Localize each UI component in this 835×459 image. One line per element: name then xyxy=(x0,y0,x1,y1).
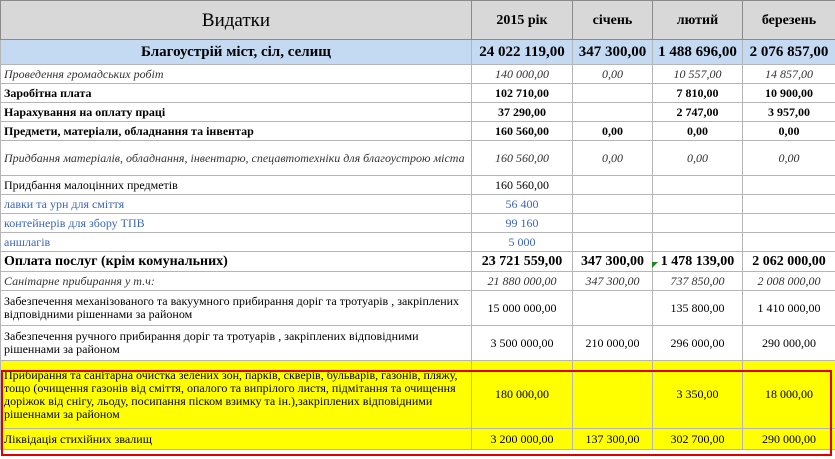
cell-feb[interactable]: 302 700,00 xyxy=(653,429,743,450)
cell-year[interactable]: 160 560,00 xyxy=(472,122,573,141)
cell-feb[interactable]: 135 800,00 xyxy=(653,291,743,326)
cell-feb[interactable] xyxy=(653,176,743,195)
cell-jan[interactable] xyxy=(573,84,653,103)
cell-feb[interactable]: 7 810,00 xyxy=(653,84,743,103)
row-label[interactable]: контейнерів для збору ТПВ xyxy=(1,214,472,233)
cell-feb[interactable]: 2 747,00 xyxy=(653,103,743,122)
cell-jan[interactable]: 347 300,00 xyxy=(573,40,653,65)
table-row xyxy=(1,84,835,103)
cell-year[interactable]: 180 000,00 xyxy=(472,361,573,429)
header-jan[interactable]: січень xyxy=(573,1,653,40)
cell-feb[interactable] xyxy=(653,195,743,214)
cell-mar[interactable] xyxy=(743,195,835,214)
header-row xyxy=(1,1,835,40)
table-row xyxy=(1,233,835,252)
row-label[interactable]: Прибирання та санітарна очистка зелених зон, парків, скверів, бульварів, газонів, пляжу, тощо (очищення газонів від сміття, опалого та випрілого листя, підмітання та очищення доріжок від снігу, льоду, посипання піском взимку та ін.),закріплених відповідними рішеннами за районом xyxy=(1,361,472,429)
header-mar[interactable]: березень xyxy=(743,1,835,40)
cell-mar[interactable]: 18 000,00 xyxy=(743,361,835,429)
cell-jan[interactable] xyxy=(573,214,653,233)
cell-mar[interactable] xyxy=(743,176,835,195)
cell-jan[interactable]: 0,00 xyxy=(573,122,653,141)
cell-jan[interactable]: 137 300,00 xyxy=(573,429,653,450)
row-label[interactable]: Проведення громадських робіт xyxy=(1,65,472,84)
row-label[interactable]: Забезпечення механізованого та вакуумного прибирання доріг та тротуарів , закріплених відповідними рішеннами за районом xyxy=(1,291,472,326)
cell-mar[interactable]: 290 000,00 xyxy=(743,429,835,450)
cell-mar[interactable]: 2 062 000,00 xyxy=(743,252,835,272)
row-label[interactable]: Ліквідація стихійних звалищ xyxy=(1,429,472,450)
cell-mar[interactable]: 290 000,00 xyxy=(743,326,835,361)
header-year[interactable]: 2015 рік xyxy=(472,1,573,40)
header-feb[interactable]: лютий xyxy=(653,1,743,40)
cell-mar[interactable]: 2 008 000,00 xyxy=(743,272,835,291)
cell-year[interactable]: 24 022 119,00 xyxy=(472,40,573,65)
row-label[interactable]: Забезпечення ручного прибирання доріг та тротуарів , закріплених відповідними рішеннами за районом xyxy=(1,326,472,361)
header-label[interactable]: Видатки xyxy=(1,1,472,40)
cell-jan[interactable] xyxy=(573,291,653,326)
cell-year[interactable]: 15 000 000,00 xyxy=(472,291,573,326)
row-label[interactable]: Санітарне прибирання у т.ч: xyxy=(1,272,472,291)
cell-feb[interactable]: 0,00 xyxy=(653,122,743,141)
table-row xyxy=(1,326,835,361)
cell-comment-marker xyxy=(652,262,658,268)
cell-feb[interactable]: 1 478 139,00 xyxy=(653,252,743,272)
cell-feb[interactable]: 296 000,00 xyxy=(653,326,743,361)
cell-jan[interactable]: 0,00 xyxy=(573,141,653,176)
cell-jan[interactable] xyxy=(573,361,653,429)
cell-jan[interactable]: 347 300,00 xyxy=(573,272,653,291)
cell-year[interactable]: 102 710,00 xyxy=(472,84,573,103)
cell-year[interactable]: 3 500 000,00 xyxy=(472,326,573,361)
cell-year[interactable]: 37 290,00 xyxy=(472,103,573,122)
row-label[interactable]: Придбання малоцінних предметів xyxy=(1,176,472,195)
cell-jan[interactable] xyxy=(573,176,653,195)
cell-feb[interactable]: 737 850,00 xyxy=(653,272,743,291)
cell-jan[interactable] xyxy=(573,195,653,214)
cell-mar[interactable]: 2 076 857,00 xyxy=(743,40,835,65)
cell-feb[interactable] xyxy=(653,214,743,233)
cell-mar[interactable] xyxy=(743,233,835,252)
cell-jan[interactable]: 0,00 xyxy=(573,65,653,84)
row-label[interactable]: лавки та урн для сміття xyxy=(1,195,472,214)
table-row xyxy=(1,195,835,214)
cell-jan[interactable] xyxy=(573,103,653,122)
cell-year[interactable]: 21 880 000,00 xyxy=(472,272,573,291)
table-row xyxy=(1,141,835,176)
table-row xyxy=(1,429,835,450)
table-row xyxy=(1,40,835,65)
table-row xyxy=(1,252,835,272)
cell-year[interactable]: 140 000,00 xyxy=(472,65,573,84)
cell-year[interactable]: 160 560,00 xyxy=(472,176,573,195)
cell-year[interactable]: 99 160 xyxy=(472,214,573,233)
row-label[interactable]: Заробітна плата xyxy=(1,84,472,103)
table-row xyxy=(1,214,835,233)
table-row xyxy=(1,291,835,326)
table-row xyxy=(1,103,835,122)
cell-year[interactable]: 56 400 xyxy=(472,195,573,214)
cell-feb[interactable] xyxy=(653,233,743,252)
cell-feb[interactable]: 0,00 xyxy=(653,141,743,176)
table-row xyxy=(1,65,835,84)
cell-mar[interactable]: 0,00 xyxy=(743,122,835,141)
cell-jan[interactable]: 347 300,00 xyxy=(573,252,653,272)
cell-feb[interactable]: 1 488 696,00 xyxy=(653,40,743,65)
table-row xyxy=(1,361,835,429)
cell-feb[interactable]: 3 350,00 xyxy=(653,361,743,429)
row-label[interactable]: аншлагів xyxy=(1,233,472,252)
table-row xyxy=(1,272,835,291)
row-label[interactable]: Благоустрій міст, сіл, селищ xyxy=(1,40,472,65)
cell-feb[interactable]: 10 557,00 xyxy=(653,65,743,84)
cell-mar[interactable]: 14 857,00 xyxy=(743,65,835,84)
row-label[interactable]: Предмети, матеріали, обладнання та інвентар xyxy=(1,122,472,141)
cell-year[interactable]: 5 000 xyxy=(472,233,573,252)
cell-year[interactable]: 23 721 559,00 xyxy=(472,252,573,272)
cell-mar[interactable]: 10 900,00 xyxy=(743,84,835,103)
cell-year[interactable]: 3 200 000,00 xyxy=(472,429,573,450)
table-row xyxy=(1,176,835,195)
row-label[interactable]: Нарахування на оплату праці xyxy=(1,103,472,122)
table-row xyxy=(1,122,835,141)
cell-jan[interactable] xyxy=(573,233,653,252)
row-label[interactable]: Оплата послуг (крім комунальних) xyxy=(1,252,472,272)
cell-jan[interactable]: 210 000,00 xyxy=(573,326,653,361)
cell-mar[interactable]: 3 957,00 xyxy=(743,103,835,122)
cell-mar[interactable] xyxy=(743,214,835,233)
cell-mar[interactable]: 0,00 xyxy=(743,141,835,176)
row-label[interactable]: Придбання матеріалів, обладнання, інвентарю, спецавтотехніки для благоустрою міста xyxy=(1,141,472,176)
cell-year[interactable]: 160 560,00 xyxy=(472,141,573,176)
cell-mar[interactable]: 1 410 000,00 xyxy=(743,291,835,326)
